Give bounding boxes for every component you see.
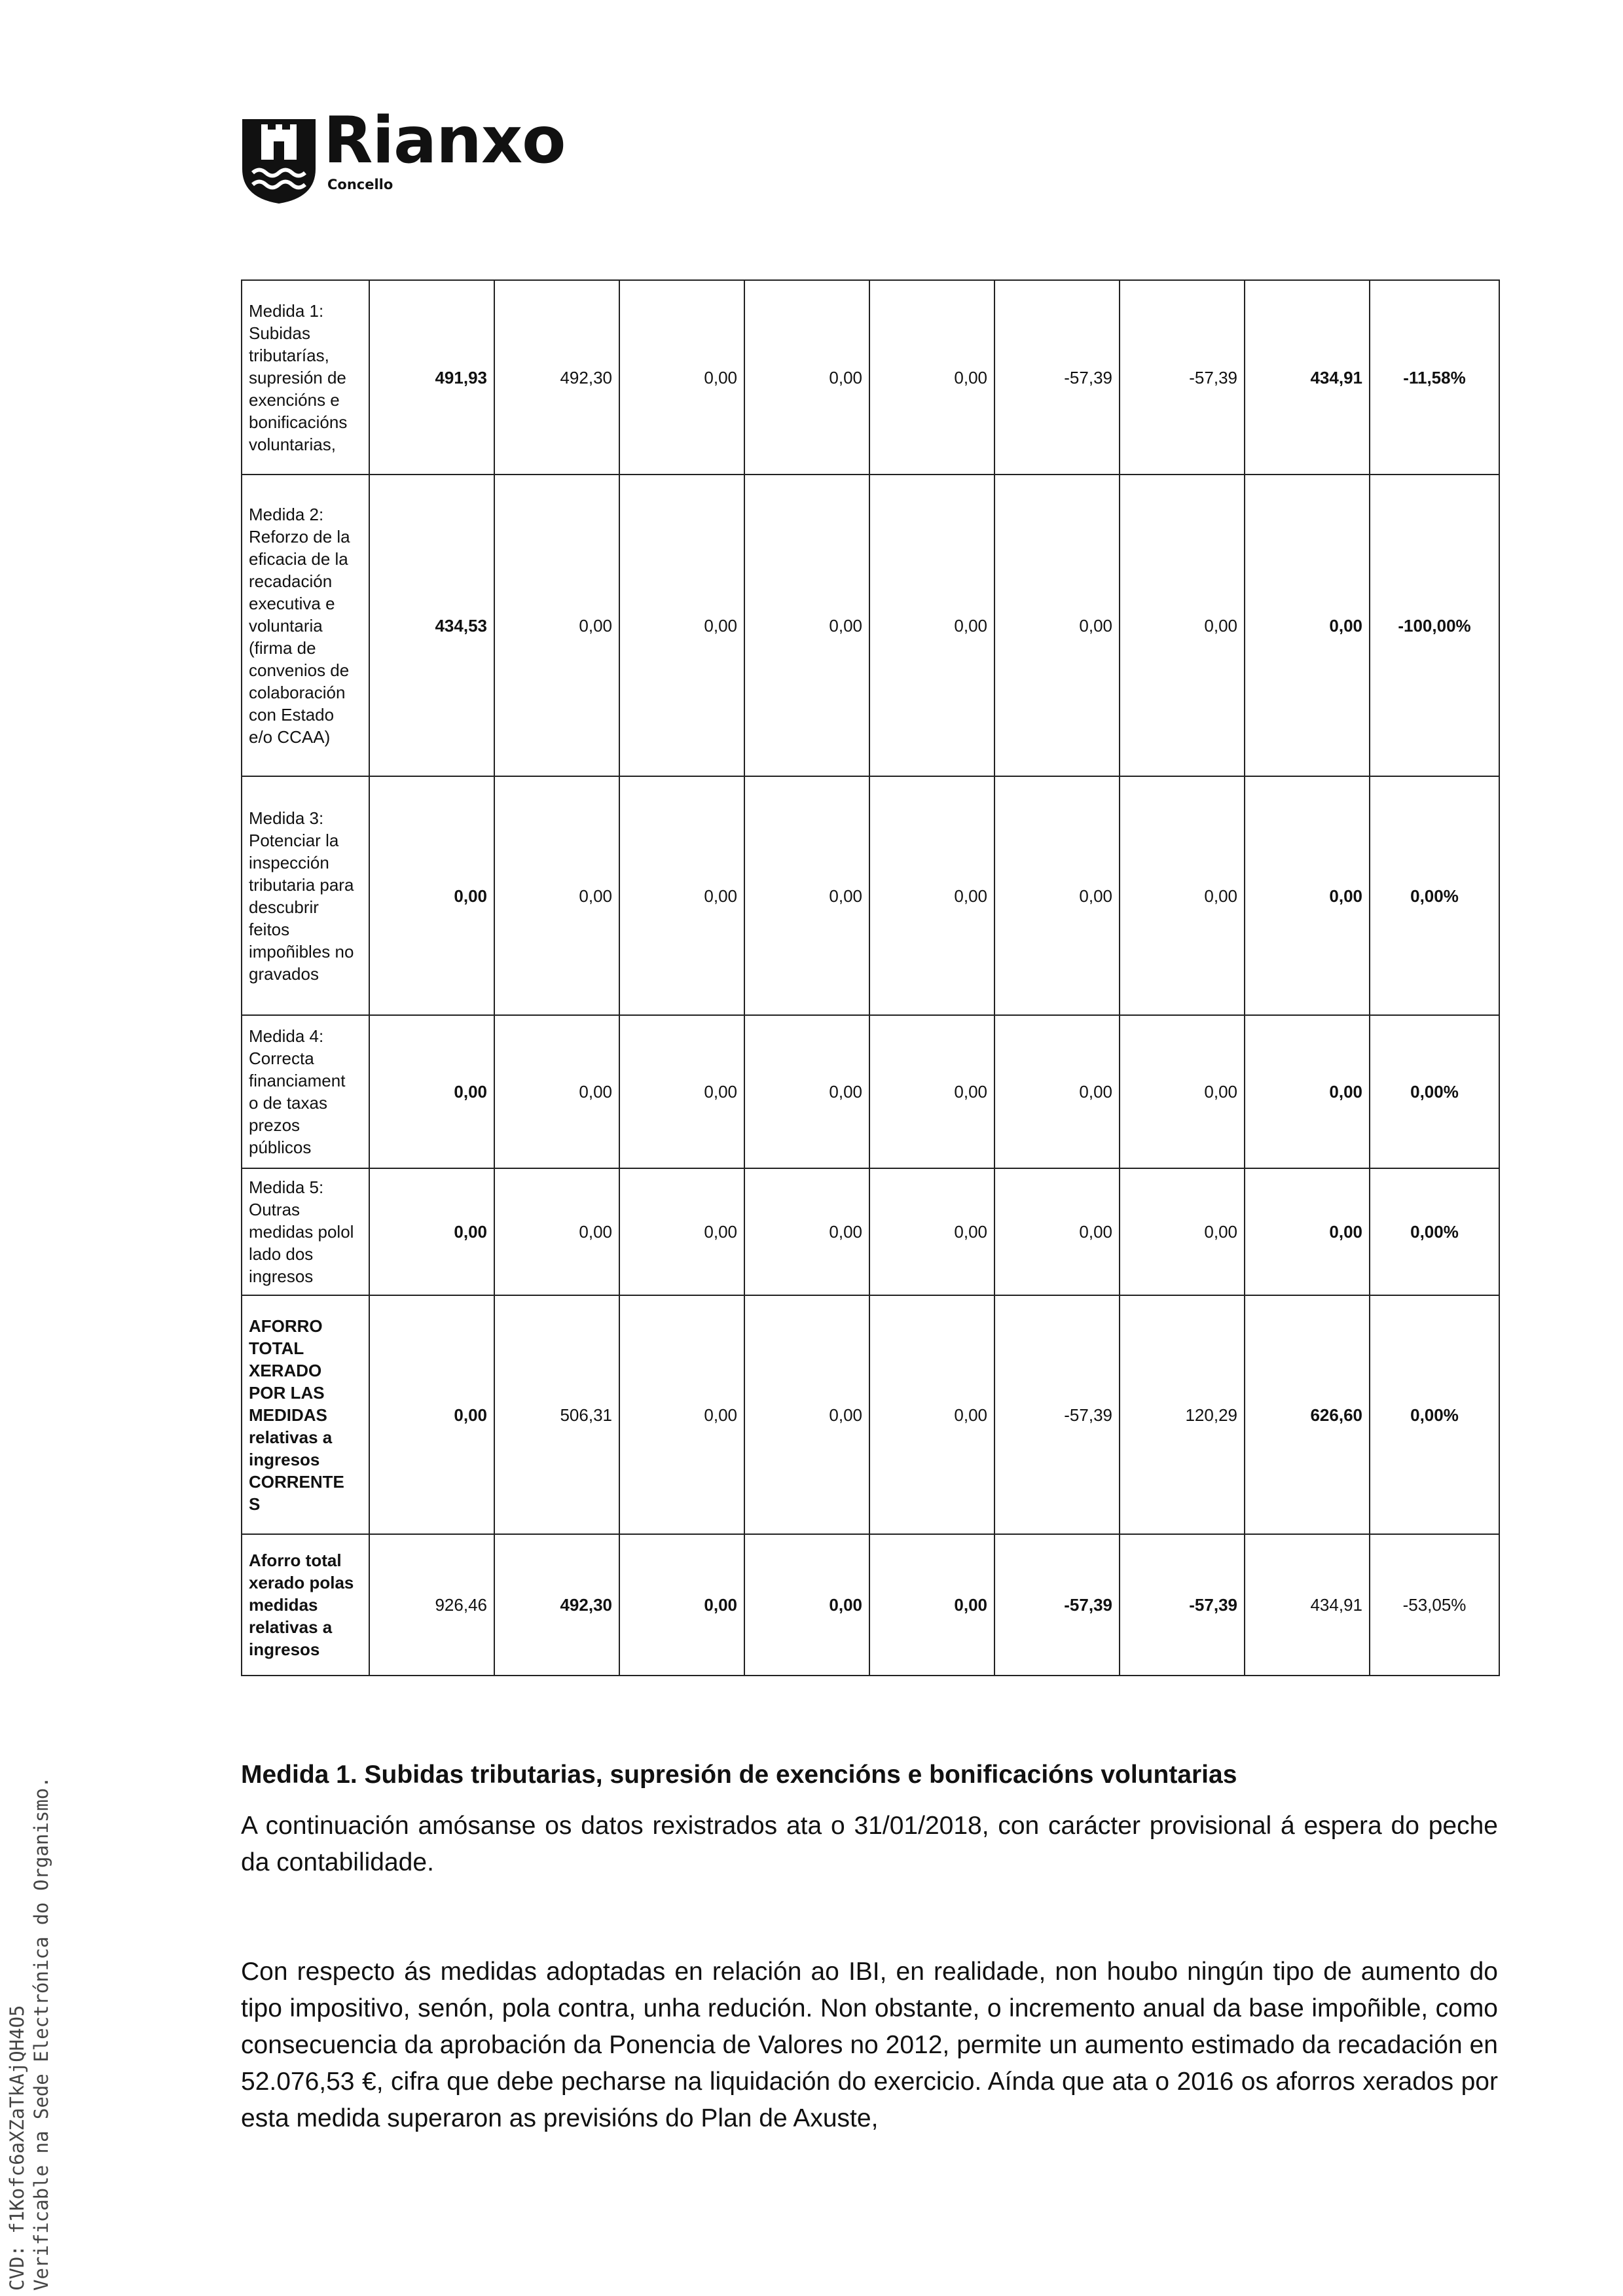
table-cell: -57,39 [1120,280,1245,475]
label-line: inspección [249,852,329,872]
label-line: exencións e [249,389,340,410]
label-line: e/o CCAA) [249,726,331,747]
table-cell: 0,00 [369,776,494,1015]
table-row [242,475,1499,776]
table-cell: -53,05% [1370,1534,1499,1676]
table-cell: 626,60 [1245,1295,1370,1534]
table-cell: 0,00 [1120,1015,1245,1168]
table-cell: 0,00 [744,1534,869,1676]
table-cell: 492,30 [494,280,619,475]
label-line: Medida 4: [249,1026,324,1046]
savings-table [241,279,1500,1676]
rianxo-logo [240,103,574,205]
row-label [242,1015,369,1168]
table-cell: 0,00 [1245,1015,1370,1168]
table-cell: 0,00 [744,1015,869,1168]
label-line: POR LAS [249,1382,325,1403]
table-row [242,280,1499,475]
table-cell: 0,00 [619,475,744,776]
table-cell: 0,00 [494,776,619,1015]
label-line: convenios de [249,660,350,680]
table-cell: 0,00 [1120,1168,1245,1295]
table-cell: -100,00% [1370,475,1499,776]
table-cell: 0,00 [494,475,619,776]
label-line: Subidas [249,323,310,343]
table-cell: 0,00 [619,1295,744,1534]
label-line: TOTAL [249,1338,304,1358]
table-cell: 0,00 [869,1295,994,1534]
table-cell: 434,91 [1245,280,1370,475]
row-label [242,1168,369,1295]
table-cell: 0,00 [994,1015,1120,1168]
label-line: Outras [249,1200,301,1219]
logo-wordmark: Rianxo [323,103,566,178]
table-cell: 0,00 [744,1168,869,1295]
table-row [242,1168,1499,1295]
label-line: Reforzo de la [249,526,350,547]
table-cell: 434,53 [369,475,494,776]
table-cell: 0,00 [869,1015,994,1168]
label-line: Medida 3: [249,808,324,828]
table-cell: 0,00 [494,1015,619,1168]
label-line: xerado polas [249,1573,354,1592]
row-label [242,776,369,1015]
label-line: Aforro total [249,1551,342,1570]
table-cell: 0,00 [619,280,744,475]
label-line: ingresos [249,1640,320,1659]
label-line: descubrir [249,897,319,917]
label-line: medidas polol [249,1222,354,1242]
label-line: recadación [249,571,333,591]
row-label [242,1295,369,1534]
table-row [242,1534,1499,1676]
row-label [242,280,369,475]
label-line: feitos [249,919,290,939]
table-cell: -57,39 [994,1295,1120,1534]
label-line: Correcta [249,1049,314,1068]
label-line: AFORRO [249,1316,323,1336]
table-cell: 120,29 [1120,1295,1245,1534]
label-line: públicos [249,1138,312,1157]
table-cell: 0,00 [869,776,994,1015]
castle-shield-icon [240,117,318,205]
label-line: o de taxas [249,1093,327,1113]
table-cell: 0,00 [619,1534,744,1676]
table-cell: -57,39 [994,1534,1120,1676]
verification-note: Verificable na Sede Electrónica do Organismo. [30,1776,52,2291]
table-cell: 0,00% [1370,776,1499,1015]
table-cell: 0,00 [744,475,869,776]
table-cell: -57,39 [1120,1534,1245,1676]
table-cell: 0,00 [869,475,994,776]
label-line: Medida 1: [249,300,324,321]
label-line: (firma de [249,637,316,658]
table-cell: 0,00% [1370,1168,1499,1295]
table-cell: 0,00% [1370,1295,1499,1534]
table-cell: 0,00 [744,1295,869,1534]
table-cell: 492,30 [494,1534,619,1676]
label-line: impoñibles no [249,941,354,961]
label-line: bonificacións [249,412,348,432]
label-line: ingresos [249,1266,314,1286]
row-label [242,1534,369,1676]
table-cell: 0,00 [869,280,994,475]
label-line: voluntarias, [249,434,336,454]
table-cell: -11,58% [1370,280,1499,475]
table-row [242,1295,1499,1534]
label-line: Medida 5: [249,1177,324,1197]
table-cell: 434,91 [1245,1534,1370,1676]
table-cell: 926,46 [369,1534,494,1676]
table-cell: -57,39 [994,280,1120,475]
label-line: MEDIDAS [249,1405,327,1425]
table-cell: 0,00 [619,1015,744,1168]
table-cell: 0,00 [744,776,869,1015]
verification-code [5,1776,54,2291]
label-line: medidas [249,1595,318,1615]
label-line: relativas a [249,1617,333,1637]
row-label [242,475,369,776]
table-cell: 0,00 [744,280,869,475]
section-heading: Medida 1. Subidas tributarias, supresión de exencións e bonificacións voluntarias [241,1761,1237,1789]
label-line: colaboración [249,682,346,702]
table-cell: 0,00 [994,776,1120,1015]
table-cell: 0,00 [869,1168,994,1295]
table-cell: 491,93 [369,280,494,475]
label-line: Medida 2: [249,504,324,524]
label-line: supresión de [249,367,346,387]
table-cell: 0,00 [1245,1168,1370,1295]
label-line: voluntaria [249,615,323,636]
table-row [242,1015,1499,1168]
label-line: tributarías, [249,345,329,365]
cvd-code: CVD: f1Kofc6aXZaTkAjQH4O5 [6,2005,28,2291]
table-cell: 0,00 [994,1168,1120,1295]
table-cell: 0,00 [869,1534,994,1676]
table-cell: 0,00 [369,1168,494,1295]
label-line: tributaria para [249,874,354,895]
table-cell: 0,00 [994,475,1120,776]
label-line: con Estado [249,704,335,725]
label-line: lado dos [249,1244,314,1264]
label-line: relativas a [249,1427,333,1447]
table-cell: 0,00 [369,1015,494,1168]
table-cell: 0,00 [494,1168,619,1295]
table-cell: 0,00 [1245,776,1370,1015]
table-cell: 506,31 [494,1295,619,1534]
label-line: ingresos [249,1449,320,1469]
label-line: prezos [249,1115,301,1135]
logo-subtitle: Concello [327,177,393,192]
table-cell: 0,00 [1245,475,1370,776]
label-line: CORRENTE [249,1471,344,1492]
paragraph-ibi: Con respecto ás medidas adoptadas en relación ao IBI, en realidade, non houbo ningún tipo de aumento do tipo impositivo, senón, pola contra, unha redución. Non obstante, o incremento anual da base impoñible, como consecuencia da aprobación da Ponencia de Valores no 2012, permite un aumento estimado da recadación en 52.076,53 €, cifra que debe pecharse na liquidación do exercicio. Aínda que ata o 2016 os aforros xerados por esta medida superaron as previsións do Plan de Axuste, [241,1958,1498,2132]
table-cell: 0,00 [1120,776,1245,1015]
table-cell: 0,00 [619,776,744,1015]
table-cell: 0,00 [369,1295,494,1534]
label-line: Potenciar la [249,830,339,850]
label-line: executiva e [249,593,335,613]
label-line: gravados [249,963,319,984]
table-cell: 0,00 [619,1168,744,1295]
label-line: S [249,1494,261,1514]
label-line: financiament [249,1071,346,1090]
table-row [242,776,1499,1015]
label-line: eficacia de la [249,548,348,569]
table-cell: 0,00 [1120,475,1245,776]
paragraph-intro: A continuación amósanse os datos rexistrados ata o 31/01/2018, con carácter provisional á espera do peche da contabilidade. [241,1812,1498,1876]
table-cell: 0,00% [1370,1015,1499,1168]
label-line: XERADO [249,1360,322,1380]
